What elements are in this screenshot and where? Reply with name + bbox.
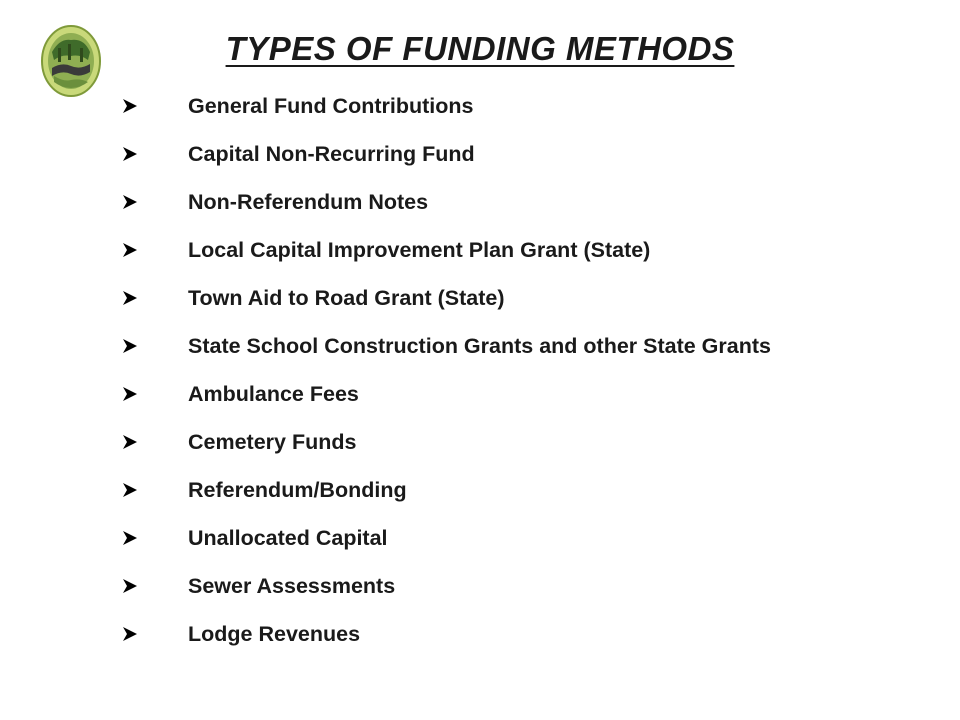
list-item [122, 238, 842, 262]
list-item [122, 382, 842, 406]
arrowhead-bullet-icon [122, 286, 188, 310]
list-item-label: Ambulance Fees [188, 382, 359, 406]
list-item-label: General Fund Contributions [188, 94, 474, 118]
arrowhead-bullet-icon [122, 94, 188, 118]
list-item-label: Unallocated Capital [188, 526, 388, 550]
list-item-label: Referendum/Bonding [188, 478, 407, 502]
list-item-label: Non-Referendum Notes [188, 190, 429, 214]
list-item [122, 94, 842, 118]
list-item-label: Sewer Assessments [188, 574, 396, 598]
arrowhead-bullet-icon [122, 382, 188, 406]
arrowhead-bullet-icon [122, 430, 188, 454]
list-item-label: Local Capital Improvement Plan Grant (State) [188, 238, 651, 262]
arrowhead-bullet-icon [122, 574, 188, 598]
list-item [122, 334, 842, 358]
arrowhead-bullet-icon [122, 334, 188, 358]
list-item [122, 526, 842, 550]
arrowhead-bullet-icon [122, 478, 188, 502]
list-item [122, 190, 842, 214]
list-item [122, 478, 842, 502]
arrowhead-bullet-icon [122, 526, 188, 550]
arrowhead-bullet-icon [122, 142, 188, 166]
list-item-label: Town Aid to Road Grant (State) [188, 286, 505, 310]
list-item-label: Capital Non-Recurring Fund [188, 142, 475, 166]
list-item-label: State School Construction Grants and other State Grants [188, 334, 771, 358]
funding-methods-list [122, 94, 842, 646]
list-item [122, 430, 842, 454]
arrowhead-bullet-icon [122, 238, 188, 262]
list-item [122, 622, 842, 646]
list-item [122, 286, 842, 310]
list-item [122, 142, 842, 166]
list-item-label: Lodge Revenues [188, 622, 361, 646]
list-item-label: Cemetery Funds [188, 430, 357, 454]
arrowhead-bullet-icon [122, 190, 188, 214]
arrowhead-bullet-icon [122, 622, 188, 646]
list-item [122, 574, 842, 598]
page-title: TYPES OF FUNDING METHODS [225, 30, 735, 67]
